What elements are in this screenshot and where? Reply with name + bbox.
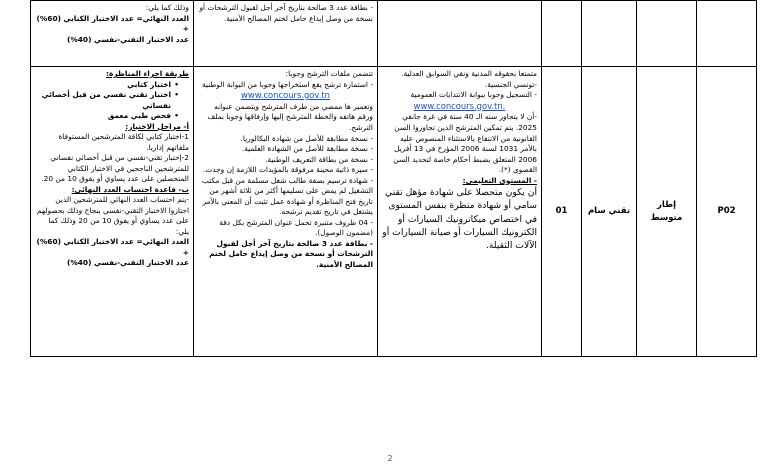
code-cell: P02 — [697, 67, 757, 357]
count-cell: 01 — [542, 67, 582, 357]
condition-line: -تونسي الجنسية. — [484, 79, 537, 89]
procedure-cell-top — [31, 1, 194, 67]
portal-link[interactable]: www.concours.gov.tn. — [413, 100, 506, 111]
formula-line: عدد الاختبار التقني-نفسي (40%) — [66, 34, 189, 44]
table-row-main — [31, 67, 757, 357]
conditions-cell — [378, 67, 542, 357]
file-item: وتعمير ها ممضي من طرف المترشح ويتضمن عنوانه ورقم هاتفه والخطة المترشح إليها وإرفاقها وجوبا بملف الترشح. — [207, 101, 373, 132]
education-heading: - المستوى التعليمي: — [462, 175, 537, 185]
procedure-heading: طريقة اجراء المناظرة: — [106, 69, 189, 78]
title-cell-top — [582, 1, 637, 67]
rank-cell: إطار متوسط — [637, 67, 697, 357]
code-cell-top — [697, 1, 757, 67]
condition-line: - التسجيل وجوبا ببوابة الانتدابات العمومية — [410, 90, 537, 100]
table-row-top — [31, 1, 757, 67]
list-item: • فحص طبي معمق — [35, 111, 179, 122]
page-number: 2 — [387, 454, 393, 463]
formula-line: عدد الاختبار التقني-نفسي (40%) — [66, 258, 189, 268]
file-item: - شهادة ترسيم بصفة طالب شغل مسلمة من قبل مكتب التشغيل لم يمض على تسليمها أكثر من ثلاثة أشهر من تاريخ فتح المناظرة أو شهادة عمل تثبت أن المعني بالأمر يشتغل في تاريخ تقديم ترشحه. — [201, 175, 373, 217]
final-text: -يتم احتساب العدد النهائي للمترشحين الذين اجتازوا الاختبار التقني-نفسي بنجاح وذلك بحصولهم على عدد يساوي أو يفوق 10 من 20 وذلك كما يلي: — [36, 195, 189, 236]
file-item: - سيرة ذاتية محينة مرفوقة بالمؤيدات اللازمة إن وجدت. — [202, 165, 373, 175]
file-item: - 04 ظروف متنبرة تحمل عنوان المترشح بكل دقة (مضمون الوصول). — [219, 217, 373, 238]
condition-line: متمتعا بحقوقه المدنية ونقي السوابق العدلية. — [401, 69, 537, 78]
final-heading: ب- قاعدة احتساب العدد النهائي: — [71, 184, 189, 194]
list-item: • اختبار كتابي — [35, 80, 179, 91]
file-item: - بطاقة عدد 3 صالحة بتاريخ آخر أجل لقبول الترشحات أو نسخة من وصل إيداع حامل لختم المصالح الأمنية. — [209, 238, 373, 269]
file-item: - استمارة ترشح يقع استخراجها وجوبا من البوابة الوطنية — [201, 79, 373, 89]
conditions-cell-top — [378, 1, 542, 67]
formula-line: العدد النهائي= عدد الاختبار الكتابي (60%) + — [36, 237, 189, 257]
stage-text: 1-اختبار كتابي لكافة المترشحين المستوفاة ملفاتهم إداريا. — [58, 132, 189, 152]
condition-line: -أن لا يتجاوز سنه الـ 40 سنة في غرة جانفي 2025. يتم تمكين المترشح الذين تجاوزوا السن القانونية من الانتفاع بالاستثناء المنصوص عليه بالأمر 1031 لسنة 2006 المؤرخ في 13 أفريل 2006 المتعلق بضبط أحكام خاصة لتحديد السن القصوى (*). — [393, 112, 537, 175]
stage-text: 2-إختبار تقني-نفسي من قبل أخصائي نفساني للمترشحين الناجحين في الاختبار الكتابي المتحصلين على عدد يساوي أو يفوق 10 من 20. — [41, 153, 189, 184]
title-cell: تقني سام — [582, 67, 637, 357]
procedure-list — [35, 80, 189, 122]
education-text: أن يكون متحصلا على شهادة مؤهل تقني سامي أو شهادة منظرة بنفس المستوى في اختصاص ميكاترونيك السيارات أو الكترونيك السيارات أو صيانة السيارات أو الآلات الثقيلة. — [382, 187, 537, 252]
file-item: - نسخة مطابقة للأصل من شهادة البكالوريا. — [240, 133, 373, 143]
file-item: - نسخة من بطاقة التعريف الوطنية. — [265, 154, 373, 164]
procedure-cell — [31, 67, 194, 357]
rank-cell-top — [637, 1, 697, 67]
stages-heading: أ- مراحل الاختبار: — [125, 121, 189, 131]
recruitment-table — [30, 0, 757, 357]
ads-text: - بطاقة عدد 3 صالحة بتاريخ آخر أجل لقبول الترشحات أو نسخة من وصل إيداع حامل لختم المصالح الأمنية. — [199, 3, 373, 23]
file-item: - نسخة مطابقة للأصل من الشهادة العلمية. — [241, 144, 373, 154]
file-cell — [194, 67, 378, 357]
document-page — [30, 0, 756, 357]
portal-link[interactable]: www.concours.gov.tn — [241, 90, 330, 101]
procedure-line: وذلك كما يلي: — [145, 3, 189, 12]
count-cell-top — [542, 1, 582, 67]
file-cell-top — [194, 1, 378, 67]
formula-line: العدد النهائي= عدد الاختبار الكتابي (60%) + — [36, 13, 189, 34]
list-item: • اختبار تقني نفسي من قبل أخصائي نفساني — [35, 90, 179, 111]
file-intro: تتضمن ملفات الترشح وجوبا: — [285, 69, 373, 78]
